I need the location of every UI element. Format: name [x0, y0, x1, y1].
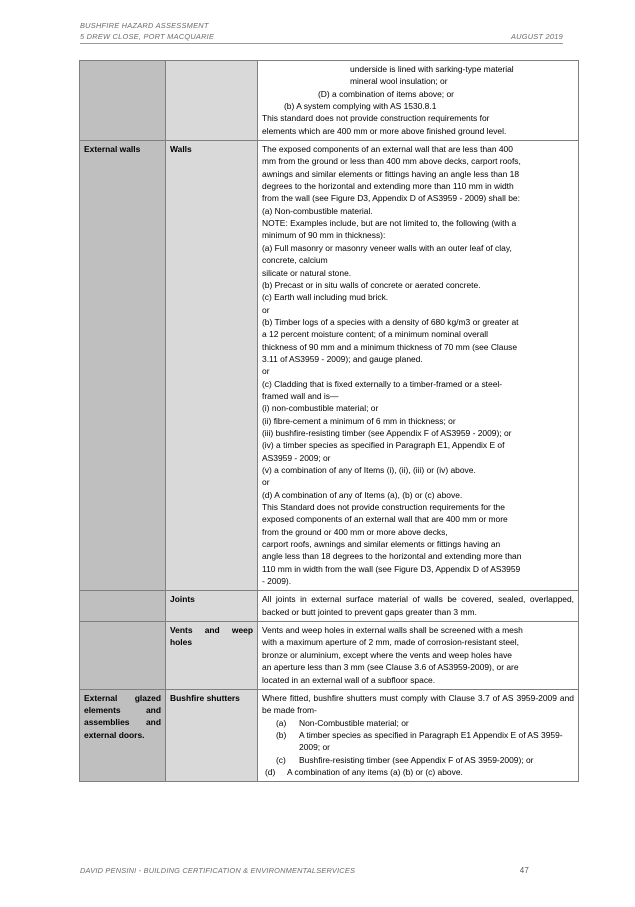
continuation-item-b: (b) A system complying with AS 1530.8.1	[284, 101, 437, 112]
walls-line-8: minimum of 90 mm in thickness):	[262, 230, 386, 241]
walls-line-27: (v) a combination of any of Items (i), (ii), (iii) or (iv) above.	[262, 465, 476, 475]
walls-line-4: degrees to the horizontal and extending more than 110 mm in width	[262, 181, 514, 192]
walls-line-7: NOTE: Examples include, but are not limited to, the following (with a	[262, 218, 517, 229]
walls-line-12: (b) Precast or in situ walls of concrete or aerated concrete.	[262, 279, 481, 290]
walls-line-31: exposed components of an external wall that are 400 mm or more	[262, 514, 508, 525]
table-row	[80, 61, 579, 141]
list-item-label: A timber species as specified in Paragraph E1 Appendix E of AS 3959-2009; or	[299, 729, 563, 753]
continuation-line-2: mineral wool insulation; or	[350, 76, 448, 87]
vents-line-5: located in an external wall of a subfloor space.	[262, 674, 436, 685]
continuation-line-5: This standard does not provide construction requirements for	[262, 113, 490, 124]
row-element-category-glazed-elements: External glazed elements and assemblies and external doors.	[80, 689, 166, 781]
table-row	[80, 141, 579, 591]
header-site-address: 5 DREW CLOSE, PORT MACQUARIE	[80, 31, 215, 41]
table-row	[80, 622, 579, 690]
walls-line-9: (a) Full masonry or masonry veneer walls with an outer leaf of clay,	[262, 242, 512, 253]
row-element-category-external-walls: External walls	[80, 141, 166, 591]
shutters-item-list	[262, 717, 574, 779]
walls-line-14: or	[262, 304, 270, 315]
footer-company-text: DAVID PENSINI - BUILDING CERTIFICATION & ENVIRONMENTALSERVICES	[80, 866, 356, 875]
continuation-item-d: (D) a combination of items above; or	[318, 88, 454, 99]
list-item-label: A combination of any items (a) (b) or (c) above.	[287, 766, 463, 777]
walls-line-26: AS3959 - 2009; or	[262, 452, 331, 463]
walls-line-36: - 2009).	[262, 576, 292, 587]
header-subtitle-row	[80, 32, 563, 45]
walls-line-15: (b) Timber logs of a species with a density of 680 kg/m3 or greater at	[262, 316, 519, 327]
walls-line-11: silicate or natural stone.	[262, 267, 352, 278]
walls-line-33: carport roofs, awnings and similar elements or fittings having an	[262, 539, 501, 550]
list-item	[262, 717, 574, 729]
walls-line-3: awnings and similar elements or fittings having an angle less than 18	[262, 168, 520, 179]
row-requirement-text-joints: All joints in external surface material of walls be covered, sealed, overlapped, backed or butt jointed to prevent gaps greater than 3 mm.	[258, 591, 579, 622]
list-item	[262, 729, 574, 754]
list-item-marker: (d)	[265, 766, 276, 777]
list-item	[262, 766, 574, 778]
continuation-line-1: underside is lined with sarking-type material	[350, 64, 514, 74]
walls-line-16: a 12 percent moisture content; of a minimum nominal overall	[262, 329, 489, 340]
row-element-component-walls: Walls	[166, 141, 258, 591]
table-row	[80, 591, 579, 622]
walls-line-35: 110 mm in width from the wall (see Figure D3, Appendix D of AS3959	[262, 563, 521, 574]
list-item-label: Non-Combustible material; or	[299, 717, 409, 728]
row-element-component-joints: Joints	[166, 591, 258, 622]
row-element-category	[80, 61, 166, 141]
document-running-header	[80, 21, 563, 44]
walls-line-5: from the wall (see Figure D3, Appendix D of AS3959 - 2009) shall be:	[262, 193, 520, 204]
list-item-marker: (c)	[276, 754, 286, 765]
walls-line-6: (a) Non-combustible material.	[262, 205, 373, 216]
walls-line-23: (ii) fibre-cement a minimum of 6 mm in thickness; or	[262, 415, 456, 426]
walls-line-20: (c) Cladding that is fixed externally to a timber-framed or a steel-	[262, 378, 503, 389]
shutters-intro: Where fitted, bushfire shutters must comply with Clause 3.7 of AS 3959-2009 and be made from-	[262, 692, 574, 716]
walls-line-24: (iii) bushfire-resisting timber (see Appendix F of AS3959 - 2009); or	[262, 427, 512, 438]
list-item-marker: (b)	[276, 729, 287, 740]
walls-line-10: concrete, calcium	[262, 255, 328, 266]
walls-line-2: mm from the ground or less than 400 mm above decks, carport roofs,	[262, 156, 521, 167]
row-element-component-vents: Vents and weep holes	[166, 622, 258, 690]
list-item	[262, 754, 574, 766]
document-running-footer	[80, 866, 563, 875]
continuation-line-6: elements which are 400 mm or more above finished ground level.	[262, 125, 507, 136]
row-element-component-bushfire-shutters: Bushfire shutters	[166, 689, 258, 781]
row-requirement-text	[258, 61, 579, 141]
row-element-category-blank	[80, 622, 166, 690]
header-document-title: BUSHFIRE HAZARD ASSESSMENT	[80, 21, 209, 30]
walls-line-13: (c) Earth wall including mud brick.	[262, 292, 389, 303]
row-element-component	[166, 61, 258, 141]
walls-line-29: (d) A combination of any of Items (a), (b) or (c) above.	[262, 489, 463, 500]
footer-page-number: 47	[519, 866, 529, 875]
vents-line-2: with a maximum aperture of 2 mm, made of corrosion-resistant steel,	[262, 637, 519, 648]
walls-line-28: or	[262, 477, 270, 488]
list-item-marker: (a)	[276, 717, 287, 728]
walls-line-22: (i) non-combustible material; or	[262, 403, 379, 414]
vents-line-1: Vents and weep holes in external walls shall be screened with a mesh	[262, 625, 523, 636]
specification-table-container	[79, 60, 578, 782]
row-requirement-text-vents	[258, 622, 579, 690]
walls-line-17: thickness of 90 mm and a minimum thickness of 70 mm (see Clause	[262, 341, 518, 352]
walls-line-25: (iv) a timber species as specified in Paragraph E1, Appendix E of	[262, 440, 505, 451]
walls-line-30: This Standard does not provide construction requirements for the	[262, 502, 505, 513]
row-requirement-text-walls	[258, 141, 579, 591]
specification-table	[79, 60, 579, 782]
header-date: AUGUST 2019	[510, 31, 563, 41]
walls-line-1: The exposed components of an external wall that are less than 400	[262, 144, 513, 155]
list-item-label: Bushfire-resisting timber (see Appendix F of AS 3959-2009); or	[299, 754, 534, 765]
row-requirement-text-shutters	[258, 689, 579, 781]
walls-line-21: framed wall and is—	[262, 390, 339, 401]
vents-line-3: bronze or aluminium, except where the vents and weep holes have	[262, 649, 512, 660]
table-row	[80, 689, 579, 781]
walls-line-32: from the ground or 400 mm or more above decks,	[262, 526, 448, 537]
walls-line-19: or	[262, 366, 270, 377]
row-element-category-blank	[80, 591, 166, 622]
walls-line-18: 3.11 of AS3959 - 2009); and gauge planed.	[262, 353, 423, 364]
vents-line-4: an aperture less than 3 mm (see Clause 3.6 of AS3959-2009), or are	[262, 662, 519, 673]
walls-line-34: angle less than 18 degrees to the horizontal and extending more than	[262, 551, 522, 562]
